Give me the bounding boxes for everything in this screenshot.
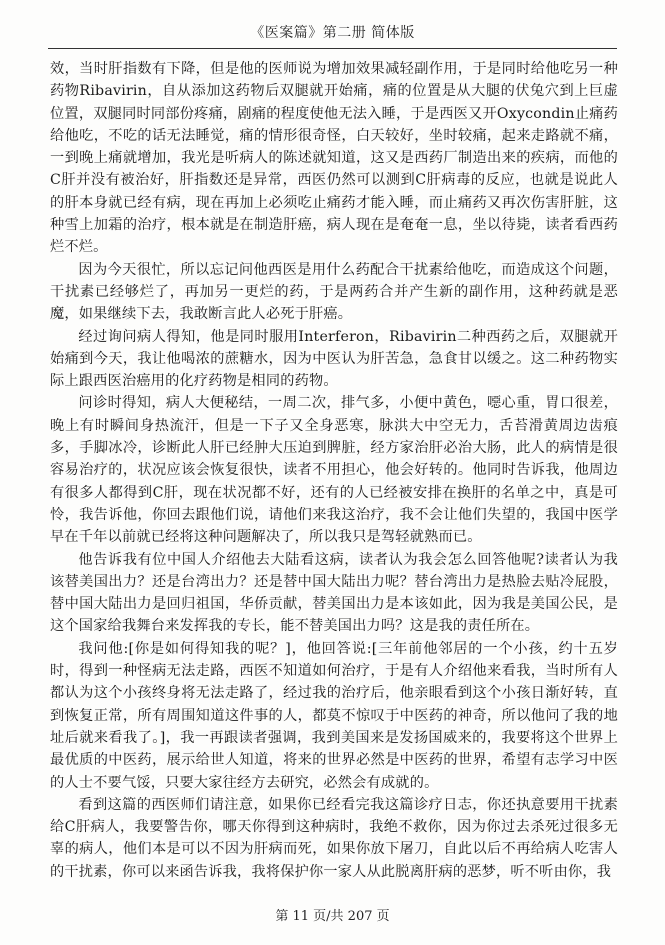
- body-text: [50, 58, 618, 888]
- paragraph-4: 问诊时得知，病人大便秘结，一周二次，排气多，小便中黄色，噁心重，胃口很差，晚上有时瞬间身热流汗，但是一下子又全身恶寒，脉洪大中空无力，舌苔滑黄周边齿痕多，手脚冰冷，诊断此人肝已经肿大压迫到脾脏，经方家治肝必治大肠，此人的病情是很容易治疗的，状况应该会恢复很快，读者不用担心，他会好转的。他同时告诉我，他周边有很多人都得到C肝，现在状况都不好，还有的人已经被安排在换肝的名单之中，真是可怜，我告诉他，你回去跟他们说，请他们来我这治疗，我不会让他们失望的，我国中医学早在千年以前就已经将这种问题解决了，所以我只是驾轻就熟而已。: [50, 395, 618, 546]
- paragraph-3: 经过询问病人得知，他是同时服用Interferon，Ribavirin二种西药之后，双腿就开始痛到今天，我让他喝浓的蔗糖水，因为中医认为肝苦急，急食甘以缓之。这二种药物实际上跟西医治癌用的化疗药物是相同的药物。: [50, 328, 618, 390]
- running-header: 《医案篇》第二册 简体版: [250, 25, 415, 41]
- paragraph-6: 我问他:[你是如何得知我的呢？]，他回答说:[三年前他邻居的一个小孩，约十五岁时，得到一种怪病无法走路，西医不知道如何治疗，于是有人介绍他来看我，当时所有人都认为这个小孩终身将无法走路了，经过我的治疗后，他亲眼看到这个小孩日渐好转，直到恢复正常，所有周围知道这件事的人，都莫不惊叹于中医药的神奇，所以他问了我的地址后就来看我了。]，我一再跟读者强调，我到美国来是发扬国威来的，我要将这个世界上最优质的中医药，展示给世人知道，将来的世界必然是中医药的世界，希望有志学习中医的人士不要气馁，只要大家往经方去研究，必然会有成就的。: [50, 640, 618, 791]
- paragraph-5: 他告诉我有位中国人介绍他去大陆看这病，读者认为我会怎么回答他呢?读者认为我该替美国出力？还是台湾出力？还是替中国大陆出力呢？替台湾出力是热脸去贴冷屁股，替中国大陆出力是回归祖国，华侨贡献，替美国出力是本该如此，因为我是美国公民，是这个国家给我舞台来发挥我的专长，能不替美国出力吗？这是我的责任所在。: [50, 551, 618, 635]
- paragraph-1: 效，当时肝指数有下降，但是他的医师说为增加效果减轻副作用，于是同时给他吃另一种药物Ribavirin，自从添加这药物后双腿就开始痛，痛的位置是从大腿的伏兔穴到上巨虚位置，双腿同时同部份疼痛，剧痛的程度使他无法入睡，于是西医又开Oxycondin止痛药给他吃，不吃的话无法睡觉，痛的情形很奇怪，白天较好，坐时较痛，起来走路就不痛，一到晚上痛就增加，我光是听病人的陈述就知道，这又是西药厂制造出来的疾病，而他的C肝并没有被治好，肝指数还是异常，西医仍然可以测到C肝病毒的反应，也就是说此人的肝本身就已经有病，现在再加上必须吃止痛药才能入睡，而止痛药又再次伤害肝脏，这种雪上加霜的治疗，根本就是在制造肝癌，病人现在是奄奄一息，坐以待毙，读者看西药烂不烂。: [50, 61, 618, 256]
- paragraph-2: 因为今天很忙，所以忘记问他西医是用什么药配合干扰素给他吃，而造成这个问题，干扰素已经够烂了，再加另一更烂的药，于是两药合并产生新的副作用，这种药就是恶魔，如果继续下去，我敢断言此人必死于肝癌。: [50, 261, 618, 323]
- header-rule: [48, 48, 617, 49]
- paragraph-7: 看到这篇的西医师们请注意，如果你已经看完我这篇诊疗日志，你还执意要用干扰素给C肝病人，我要警告你，哪天你得到这种病时，我绝不救你，因为你过去杀死过很多无辜的病人，他们本是可以不因为肝病而死，如果你放下屠刀，自此以后不再给病人吃害人的干扰素，你可以来函告诉我，我将保护你一家人从此脱离肝病的恶梦，听不听由你，我: [50, 796, 618, 880]
- page-number: 第 11 页/共 207 页: [275, 909, 390, 924]
